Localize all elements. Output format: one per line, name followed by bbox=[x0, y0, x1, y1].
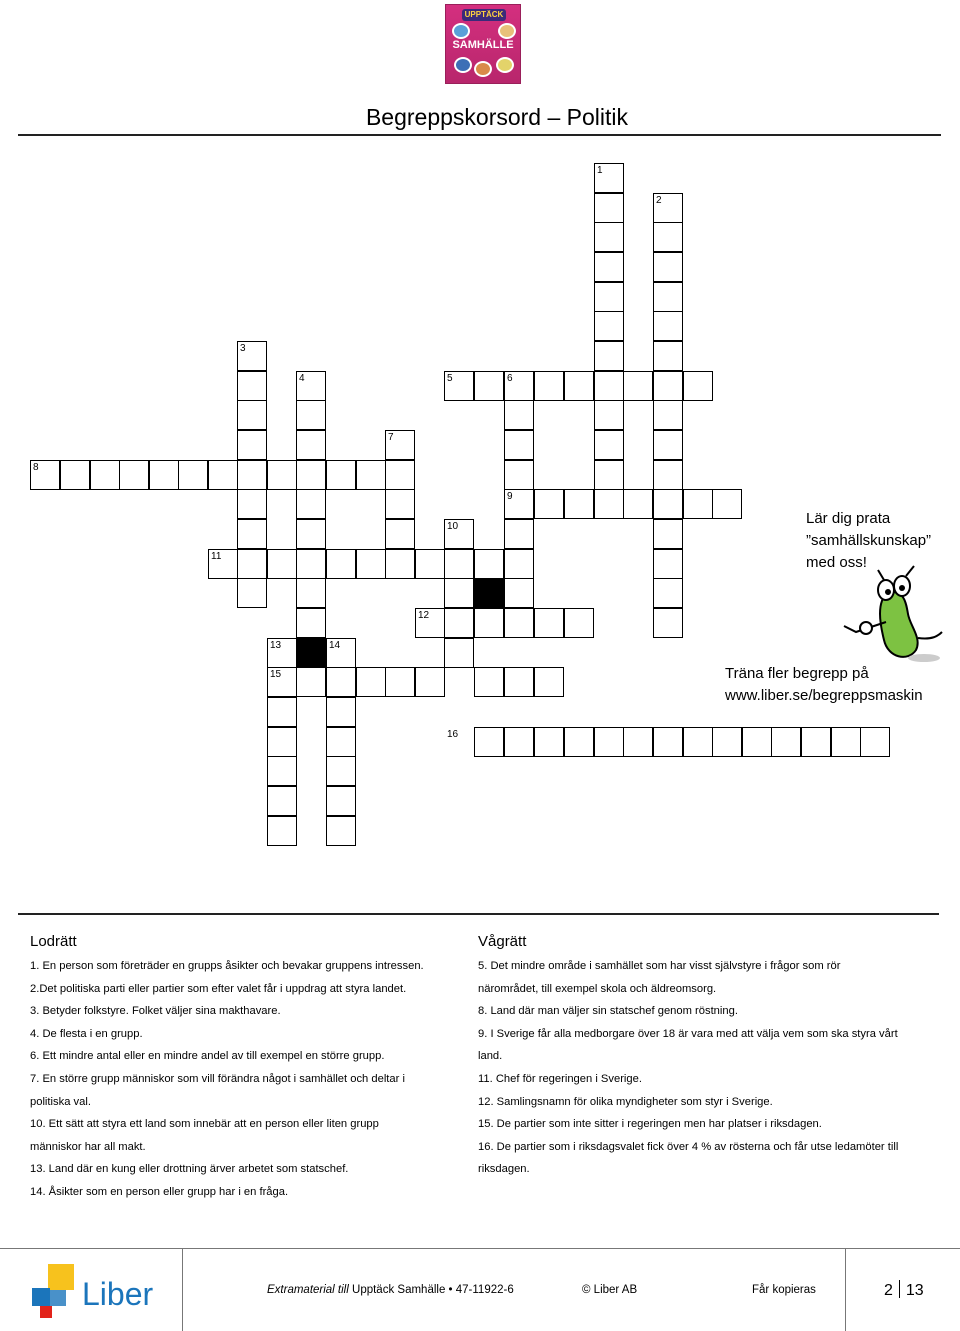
clue-line: land. bbox=[478, 1050, 503, 1063]
across-heading: Vågrätt bbox=[478, 933, 527, 950]
crossword-cell[interactable] bbox=[534, 371, 564, 401]
crossword-cell[interactable] bbox=[653, 549, 683, 579]
footer-book-title: Upptäck Samhälle bbox=[352, 1284, 446, 1296]
liber-logo-icon bbox=[32, 1264, 76, 1318]
page-current: 2 bbox=[884, 1282, 893, 1299]
crossword-cell[interactable] bbox=[444, 549, 474, 579]
crossword-cell[interactable] bbox=[267, 816, 297, 846]
crossword-cell[interactable] bbox=[653, 489, 683, 519]
crossword-cell[interactable] bbox=[237, 549, 267, 579]
crossword-cell[interactable] bbox=[326, 816, 356, 846]
crossword-cell[interactable] bbox=[474, 608, 504, 638]
crossword-cell[interactable] bbox=[356, 460, 386, 490]
crossword-cell[interactable] bbox=[296, 430, 326, 460]
down-heading: Lodrätt bbox=[30, 933, 77, 950]
crossword-cell[interactable] bbox=[326, 549, 356, 579]
crossword-cell[interactable] bbox=[267, 786, 297, 816]
clue-number: 8 bbox=[33, 462, 39, 473]
crossword-cell[interactable] bbox=[594, 311, 624, 341]
clue-number: 4 bbox=[299, 373, 305, 384]
crossword-cell[interactable] bbox=[653, 460, 683, 490]
cover-photo bbox=[474, 61, 492, 77]
crossword-cell[interactable] bbox=[385, 549, 415, 579]
crossword-cell[interactable] bbox=[385, 460, 415, 490]
crossword-cell[interactable] bbox=[326, 697, 356, 727]
crossword-cell[interactable] bbox=[296, 519, 326, 549]
crossword-cell[interactable] bbox=[653, 578, 683, 608]
crossword-cell[interactable] bbox=[683, 371, 713, 401]
clue-line: 9. I Sverige får alla medborgare över 18 är vara med att välja vem som ska styra vårt bbox=[478, 1027, 898, 1040]
crossword-cell[interactable] bbox=[267, 697, 297, 727]
crossword-cell[interactable] bbox=[504, 608, 534, 638]
crossword-cell[interactable] bbox=[267, 549, 297, 579]
crossword-cell[interactable] bbox=[356, 549, 386, 579]
crossword-cell[interactable] bbox=[504, 430, 534, 460]
crossword-cell[interactable] bbox=[564, 371, 594, 401]
cover-badge: UPPTÄCK bbox=[462, 9, 506, 21]
promo-line: med oss! bbox=[806, 554, 867, 571]
crossword-cell[interactable] bbox=[594, 400, 624, 430]
clue-number: 5 bbox=[447, 373, 453, 384]
crossword-cell[interactable] bbox=[712, 727, 742, 757]
crossword-cell[interactable] bbox=[653, 400, 683, 430]
clue-line: människor har all makt. bbox=[30, 1140, 146, 1153]
promo-link-intro: Träna fler begrepp på bbox=[725, 665, 869, 682]
crossword-cell[interactable] bbox=[415, 549, 445, 579]
clue-number: 10 bbox=[447, 521, 459, 532]
crossword-cell[interactable] bbox=[504, 519, 534, 549]
crossword-cell[interactable] bbox=[623, 727, 653, 757]
crossword-cell[interactable] bbox=[564, 608, 594, 638]
footer-separator bbox=[182, 1249, 183, 1331]
crossword-cell[interactable] bbox=[267, 727, 297, 757]
crossword-cell[interactable] bbox=[296, 400, 326, 430]
footer-copy-note: Får kopieras bbox=[752, 1284, 816, 1296]
clue-number: 16 bbox=[447, 729, 459, 740]
crossword-cell[interactable] bbox=[208, 460, 238, 490]
crossword-cell[interactable] bbox=[534, 667, 564, 697]
crossword-cell[interactable] bbox=[860, 727, 890, 757]
crossword-cell[interactable] bbox=[653, 608, 683, 638]
crossword-cell[interactable] bbox=[594, 430, 624, 460]
footer-divider bbox=[0, 1248, 960, 1249]
crossword-cell[interactable] bbox=[444, 638, 474, 668]
clue-line: 3. Betyder folkstyre. Folket väljer sina makthavare. bbox=[30, 1005, 281, 1018]
clue-line: 16. De partier som i riksdagsvalet fick över 4 % av rösterna och får utse ledamöter till bbox=[478, 1140, 899, 1153]
crossword-cell[interactable] bbox=[474, 549, 504, 579]
clue-number: 13 bbox=[270, 640, 282, 651]
crossword-cell[interactable] bbox=[653, 519, 683, 549]
clue-line: 4. De flesta i en grupp. bbox=[30, 1027, 143, 1040]
crossword-cell[interactable] bbox=[653, 430, 683, 460]
footer-book-info bbox=[267, 1284, 514, 1296]
title-divider bbox=[18, 134, 941, 136]
crossword-cell[interactable] bbox=[237, 489, 267, 519]
clue-number: 14 bbox=[329, 640, 341, 651]
crossword-block bbox=[474, 578, 504, 608]
crossword-cell[interactable] bbox=[594, 371, 624, 401]
promo-url: www.liber.se/begreppsmaskin bbox=[725, 687, 923, 704]
crossword-cell[interactable] bbox=[594, 341, 624, 371]
clue-number: 9 bbox=[507, 491, 513, 502]
clue-number: 7 bbox=[388, 432, 394, 443]
cover-photo bbox=[498, 23, 516, 39]
crossword-cell[interactable] bbox=[326, 727, 356, 757]
clue-line: närområdet, till exempel skola och äldreomsorg. bbox=[478, 982, 717, 995]
crossword-cell[interactable] bbox=[594, 489, 624, 519]
crossword-cell[interactable] bbox=[237, 371, 267, 401]
clue-line: 12. Samlingsnamn för olika myndigheter som styr i Sverige. bbox=[478, 1095, 773, 1108]
footer-extramaterial: Extramaterial till bbox=[267, 1284, 349, 1296]
crossword-cell[interactable] bbox=[60, 460, 90, 490]
crossword-cell[interactable] bbox=[326, 786, 356, 816]
footer-separator bbox=[845, 1249, 846, 1331]
promo-line: Lär dig prata bbox=[806, 510, 891, 527]
clue-line: 15. De partier som inte sitter i regeringen men har platser i riksdagen. bbox=[478, 1118, 822, 1131]
crossword-cell[interactable] bbox=[326, 460, 356, 490]
crossword-cell[interactable] bbox=[653, 311, 683, 341]
crossword-cell[interactable] bbox=[296, 460, 326, 490]
crossword-cell[interactable] bbox=[653, 371, 683, 401]
cover-photo bbox=[452, 23, 470, 39]
cover-photo bbox=[496, 57, 514, 73]
crossword-cell[interactable] bbox=[564, 489, 594, 519]
crossword-cell[interactable] bbox=[534, 489, 564, 519]
clue-line: 7. En större grupp människor som vill förändra något i samhället och deltar i bbox=[30, 1073, 405, 1085]
crossword-cell[interactable] bbox=[564, 727, 594, 757]
clue-line: 1. En person som företräder en grupps åsikter och bevakar gruppens intressen. bbox=[30, 960, 424, 972]
clue-line: 14. Åsikter som en person eller grupp har i en fråga. bbox=[30, 1186, 289, 1198]
crossword-cell[interactable] bbox=[444, 578, 474, 608]
crossword-cell[interactable] bbox=[296, 667, 326, 697]
clue-line: 5. Det mindre område i samhället som har visst självstyre i frågor som rör bbox=[478, 960, 841, 972]
crossword-cell[interactable] bbox=[504, 549, 534, 579]
clue-line: 10. Ett sätt att styra ett land som innebär att en person eller liten grupp bbox=[30, 1118, 379, 1131]
crossword-cell[interactable] bbox=[237, 430, 267, 460]
crossword-cell[interactable] bbox=[683, 727, 713, 757]
crossword-cell[interactable] bbox=[474, 371, 504, 401]
footer-isbn: • 47-11922-6 bbox=[448, 1284, 514, 1296]
crossword-cell[interactable] bbox=[653, 252, 683, 282]
crossword-cell[interactable] bbox=[267, 460, 297, 490]
clue-line: 8. Land där man väljer sin statschef genom röstning. bbox=[478, 1005, 738, 1018]
promo-link-text bbox=[725, 663, 923, 707]
clue-line: 11. Chef för regeringen i Sverige. bbox=[478, 1073, 642, 1085]
crossword-cell[interactable] bbox=[504, 578, 534, 608]
crossword-cell[interactable] bbox=[237, 519, 267, 549]
crossword-cell[interactable] bbox=[504, 667, 534, 697]
crossword-cell[interactable] bbox=[712, 489, 742, 519]
crossword-cell[interactable] bbox=[504, 400, 534, 430]
crossword-cell[interactable] bbox=[119, 460, 149, 490]
crossword-cell[interactable] bbox=[385, 489, 415, 519]
clue-line: 6. Ett mindre antal eller en mindre andel av till exempel en större grupp. bbox=[30, 1050, 385, 1063]
clue-line: riksdagen. bbox=[478, 1163, 530, 1176]
liber-logo-text: Liber bbox=[82, 1276, 154, 1312]
clues-divider bbox=[18, 913, 939, 915]
crossword-cell[interactable] bbox=[623, 371, 653, 401]
crossword-cell[interactable] bbox=[534, 608, 564, 638]
crossword-cell[interactable] bbox=[237, 578, 267, 608]
crossword-cell[interactable] bbox=[594, 282, 624, 312]
promo-line: ”samhällskunskap” bbox=[806, 532, 932, 549]
crossword-cell[interactable] bbox=[653, 222, 683, 252]
crossword-cell[interactable] bbox=[149, 460, 179, 490]
crossword-cell[interactable] bbox=[385, 519, 415, 549]
crossword-cell[interactable] bbox=[594, 222, 624, 252]
crossword-cell[interactable] bbox=[623, 489, 653, 519]
crossword-cell[interactable] bbox=[296, 489, 326, 519]
crossword-cell[interactable] bbox=[831, 727, 861, 757]
page-number bbox=[884, 1280, 924, 1300]
crossword-cell[interactable] bbox=[444, 608, 474, 638]
crossword-cell[interactable] bbox=[296, 608, 326, 638]
crossword-cell[interactable] bbox=[653, 341, 683, 371]
crossword-cell[interactable] bbox=[653, 282, 683, 312]
crossword-cell[interactable] bbox=[90, 460, 120, 490]
crossword-cell[interactable] bbox=[267, 756, 297, 786]
crossword-cell[interactable] bbox=[742, 727, 772, 757]
crossword-cell[interactable] bbox=[474, 667, 504, 697]
page-total: 13 bbox=[905, 1282, 924, 1299]
footer-copyright: © Liber AB bbox=[582, 1284, 638, 1296]
clue-line: politiska val. bbox=[30, 1095, 91, 1108]
crossword-cell[interactable] bbox=[594, 252, 624, 282]
page-title: Begreppskorsord – Politik bbox=[365, 104, 629, 130]
crossword-cell[interactable] bbox=[504, 727, 534, 757]
crossword-cell[interactable] bbox=[237, 460, 267, 490]
cover-photo bbox=[454, 57, 472, 73]
crossword-cell[interactable] bbox=[534, 727, 564, 757]
crossword-cell[interactable] bbox=[474, 727, 504, 757]
crossword-cell[interactable] bbox=[594, 460, 624, 490]
crossword-cell[interactable] bbox=[178, 460, 208, 490]
crossword-cell[interactable] bbox=[653, 727, 683, 757]
mascot-illustration bbox=[836, 562, 946, 666]
crossword-block bbox=[296, 638, 326, 668]
crossword-cell[interactable] bbox=[771, 727, 801, 757]
clue-number: 6 bbox=[507, 373, 513, 384]
crossword-cell[interactable] bbox=[326, 667, 356, 697]
cover-title: SAMHÄLLE bbox=[452, 39, 514, 51]
crossword-cell[interactable] bbox=[237, 400, 267, 430]
clue-number: 3 bbox=[240, 343, 246, 354]
crossword-cell[interactable] bbox=[296, 549, 326, 579]
clue-number: 1 bbox=[597, 165, 603, 176]
clue-number: 2 bbox=[656, 195, 662, 206]
crossword-cell[interactable] bbox=[594, 193, 624, 223]
crossword-cell[interactable] bbox=[356, 667, 386, 697]
crossword-cell[interactable] bbox=[594, 727, 624, 757]
clue-number: 15 bbox=[270, 669, 282, 680]
crossword-cell[interactable] bbox=[385, 667, 415, 697]
crossword-cell[interactable] bbox=[504, 460, 534, 490]
crossword-cell[interactable] bbox=[801, 727, 831, 757]
book-cover-image bbox=[445, 4, 521, 84]
clue-line: 13. Land där en kung eller drottning ärver arbetet som statschef. bbox=[30, 1163, 349, 1176]
clue-number: 12 bbox=[418, 610, 430, 621]
clue-line: 2.Det politiska parti eller partier som efter valet får i uppdrag att styra landet. bbox=[30, 982, 407, 995]
crossword-cell[interactable] bbox=[415, 667, 445, 697]
clue-number: 11 bbox=[211, 551, 222, 562]
crossword-cell[interactable] bbox=[683, 489, 713, 519]
crossword-cell[interactable] bbox=[326, 756, 356, 786]
crossword-cell[interactable] bbox=[296, 578, 326, 608]
